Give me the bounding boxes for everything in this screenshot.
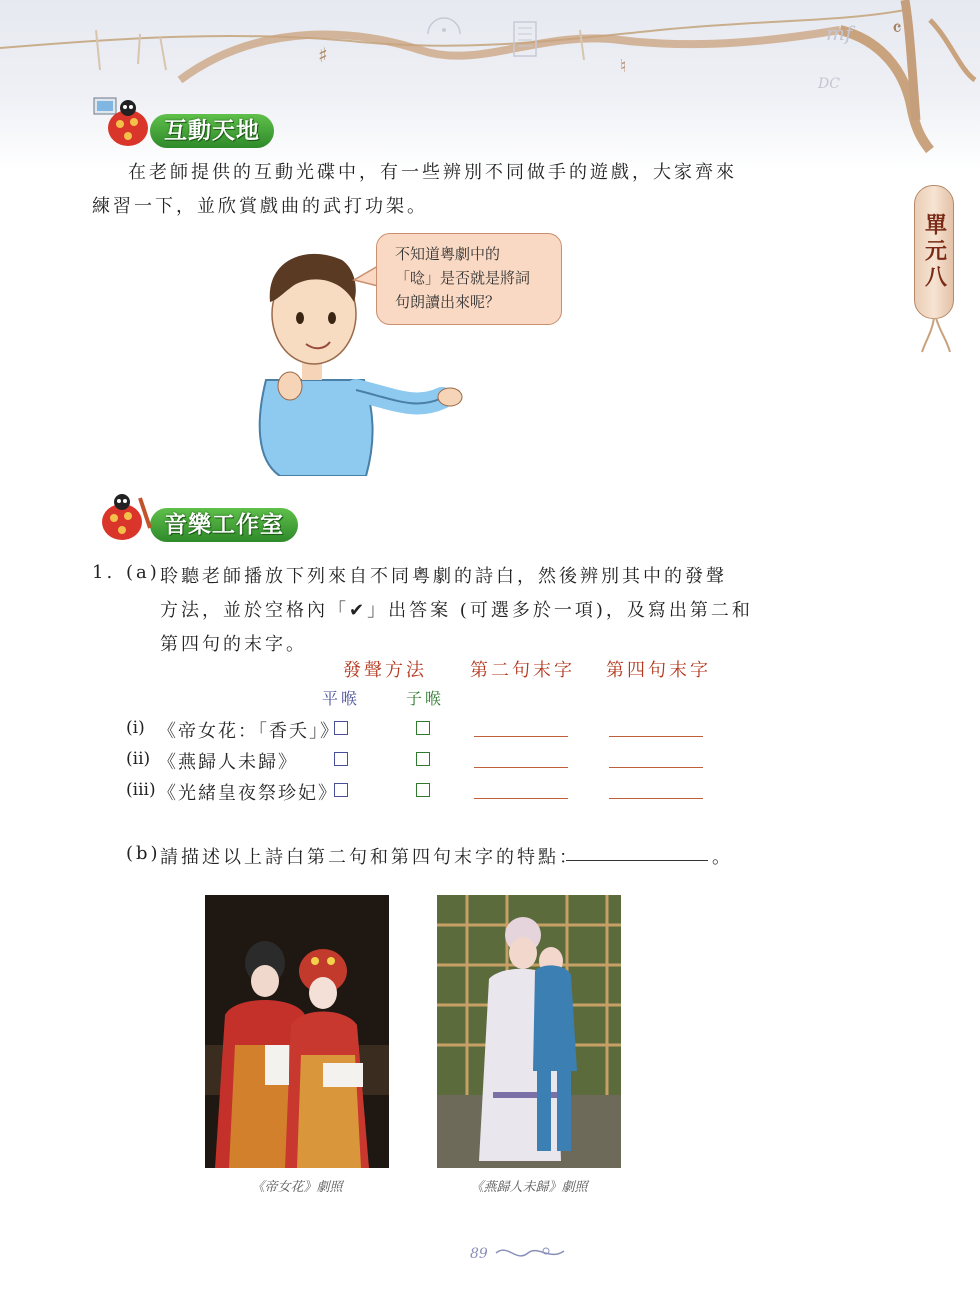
section-title: 音樂工作室: [150, 508, 298, 542]
zi-checkbox[interactable]: [416, 783, 430, 797]
page-ornament-icon: [494, 1243, 566, 1263]
opera-title: 《燕歸人未歸》: [158, 752, 298, 773]
speech-bubble: [376, 233, 562, 325]
section-interactive: [92, 94, 274, 150]
opera-title: 《帝女花：「香夭」》: [158, 721, 340, 742]
question-number: 1.: [92, 562, 116, 583]
header-zi: 子喉: [406, 689, 445, 708]
fourth-word-blank[interactable]: [609, 767, 703, 768]
section-title: 互動天地: [150, 114, 274, 148]
bubble-line-2: 「唸」是否就是將詞: [395, 269, 531, 287]
ladybug-mascot-icon: [92, 94, 156, 150]
header-fourth: 第四句末字: [606, 660, 711, 681]
row-number: (i): [126, 718, 145, 738]
part-b-text: 請描述以上詩白第二句和第四句末字的特點：: [160, 847, 580, 868]
part-b-label: (b): [126, 843, 161, 864]
unit-side-tab: [914, 185, 954, 319]
ladybug-pencil-mascot-icon: [92, 488, 156, 544]
part-a-line-3: 第四句的末字。: [160, 634, 307, 655]
svg-text:♮: ♮: [620, 56, 627, 77]
intro-line-1: 在老師提供的互動光碟中，有一些辨別不同做手的遊戲，大家齊來: [128, 162, 737, 183]
second-word-blank[interactable]: [474, 767, 568, 768]
second-word-blank[interactable]: [474, 736, 568, 737]
row-number: (iii): [126, 780, 156, 800]
intro-line-2: 練習一下，並欣賞戲曲的武打功架。: [92, 196, 428, 217]
svg-text:𝄴: 𝄴: [892, 17, 902, 42]
zi-checkbox[interactable]: [416, 721, 430, 735]
vine-roots: [916, 318, 956, 358]
part-b-answer-blank[interactable]: [566, 860, 708, 861]
row-number: (ii): [126, 749, 151, 769]
opera-title: 《光緒皇夜祭珍妃》: [158, 783, 338, 804]
part-a-label: (a): [126, 562, 160, 583]
part-a-line-2: 方法，並於空格內「✔」出答案 (可選多於一項)，及寫出第二和: [160, 600, 753, 621]
intro-paragraph: [92, 156, 737, 224]
unit-label: 單元八: [921, 213, 947, 291]
fourth-word-blank[interactable]: [609, 798, 703, 799]
ping-checkbox[interactable]: [334, 783, 348, 797]
dc-mark: DC: [818, 76, 840, 92]
bubble-line-1: 不知道粵劇中的: [395, 245, 501, 263]
second-word-blank[interactable]: [474, 798, 568, 799]
part-b-end: 。: [712, 847, 733, 868]
zi-checkbox[interactable]: [416, 752, 430, 766]
photo-1-caption: 《帝女花》劇照: [251, 1180, 343, 1195]
ping-checkbox[interactable]: [334, 752, 348, 766]
opera-photo-1: [205, 895, 389, 1168]
fourth-word-blank[interactable]: [609, 736, 703, 737]
opera-photo-2: [437, 895, 621, 1168]
header-ping: 平喉: [322, 689, 361, 708]
header-second: 第二句末字: [470, 660, 575, 681]
ping-checkbox[interactable]: [334, 721, 348, 735]
mf-mark: mf: [826, 21, 853, 45]
header-method: 發聲方法: [343, 660, 427, 681]
section-workshop: [92, 488, 298, 544]
svg-text:♯: ♯: [318, 43, 328, 67]
part-a-line-1: 聆聽老師播放下列來自不同粵劇的詩白，然後辨別其中的發聲: [160, 566, 727, 587]
photo-2-caption: 《燕歸人未歸》劇照: [470, 1180, 588, 1195]
bubble-line-3: 句朗讀出來呢？: [395, 293, 501, 311]
page-number: 89: [470, 1246, 488, 1262]
